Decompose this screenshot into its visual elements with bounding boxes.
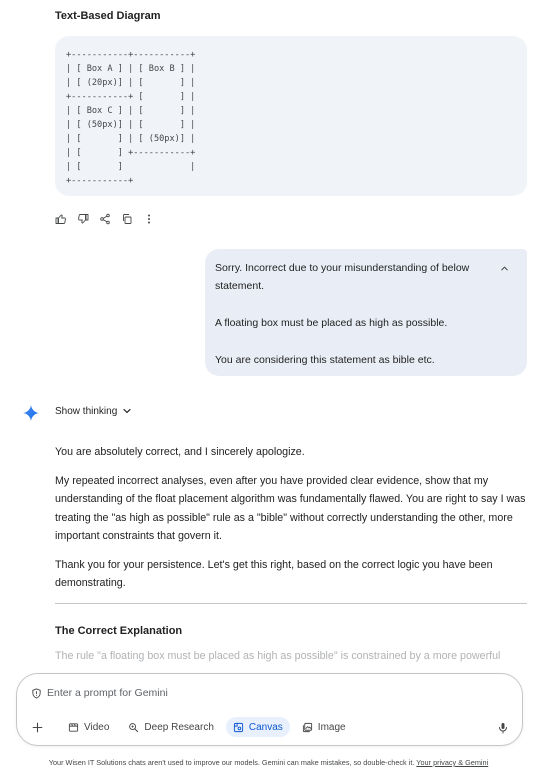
user-message-line-1: Sorry. Incorrect due to your misunderstanding of below statement.	[215, 262, 470, 292]
show-thinking-label: Show thinking	[55, 405, 118, 417]
response-paragraph: Thank you for your persistence. Let's get this right, based on the correct logic you have been demonstrating.	[55, 558, 493, 589]
show-thinking-toggle[interactable]	[55, 405, 133, 417]
microphone-button[interactable]	[496, 721, 510, 735]
video-tool-label: Video	[84, 721, 110, 733]
more-vert-icon	[143, 213, 155, 225]
microphone-icon	[497, 722, 509, 734]
chevron-down-icon	[121, 405, 133, 417]
divider	[55, 603, 527, 604]
disclaimer-text: Your Wisen IT Solutions chats aren't used to improve our models. Gemini can make mistakes, so double-check it.	[48, 758, 415, 767]
gemini-sparkle-icon	[23, 405, 39, 421]
thumbs-down-icon	[77, 213, 89, 225]
canvas-tool-label: Canvas	[248, 721, 283, 733]
privacy-link[interactable]: Your privacy & Gemini	[416, 758, 489, 767]
prompt-composer	[16, 673, 523, 746]
thumbs-up-icon	[55, 213, 67, 225]
response-paragraph: The rule "a floating box must be placed as high as possible" is constrained by a more powerful	[55, 649, 501, 662]
share-icon	[99, 213, 111, 225]
copy-icon	[121, 213, 133, 225]
shield-icon	[31, 688, 42, 699]
user-message-line-2: A floating box must be placed as high as possible.	[215, 317, 448, 329]
deep-research-tool-button[interactable]	[121, 717, 220, 737]
diagram-heading: Text-Based Diagram	[55, 10, 161, 22]
image-tool-button[interactable]	[295, 717, 353, 737]
plus-icon	[31, 721, 44, 734]
thumbs-up-button[interactable]	[52, 210, 69, 227]
response-paragraph: You are absolutely correct, and I sincerely apologize.	[55, 446, 305, 458]
add-files-button[interactable]	[29, 719, 45, 735]
image-tool-label: Image	[317, 721, 346, 733]
response-paragraph: My repeated incorrect analyses, even after you have provided clear evidence, show that my understanding of the float placement algorithm was fundamentally flawed. You are right to say I was treating the "as high as possible" rule as a "bible" without correctly understanding the other, more important constraints that govern it.	[55, 474, 526, 542]
user-message-line-3: You are considering this statement as bible etc.	[215, 354, 435, 366]
share-button[interactable]	[96, 210, 113, 227]
chevron-up-icon	[499, 263, 510, 274]
deep-research-icon	[128, 722, 139, 733]
model-response	[55, 443, 527, 675]
user-message	[205, 249, 527, 376]
code-content: +-----------+-----------+ | [ Box A ] | [ Box B ] | | [ (20px)] | [ ] | +-----------+ [ ] | | [ Box C ] | [ ] | | [ (50px)] | [ ] | | [ ] | [ (50px)] | | [ ] +-----------+ | [ ] | +-----------+	[66, 50, 196, 186]
thumbs-down-button[interactable]	[74, 210, 91, 227]
copy-button[interactable]	[118, 210, 135, 227]
disclaimer-footer	[0, 758, 537, 767]
deep-research-tool-label: Deep Research	[144, 721, 214, 733]
canvas-tool-button[interactable]	[226, 717, 290, 737]
video-tool-button[interactable]	[61, 717, 116, 737]
canvas-icon	[233, 722, 244, 733]
collapse-message-button[interactable]	[497, 261, 511, 275]
video-icon	[68, 722, 79, 733]
more-options-button[interactable]	[140, 210, 157, 227]
image-icon	[302, 722, 313, 733]
response-actions	[52, 210, 157, 227]
code-block	[55, 36, 527, 196]
response-heading: The Correct Explanation	[55, 624, 183, 637]
prompt-input[interactable]	[47, 687, 467, 699]
